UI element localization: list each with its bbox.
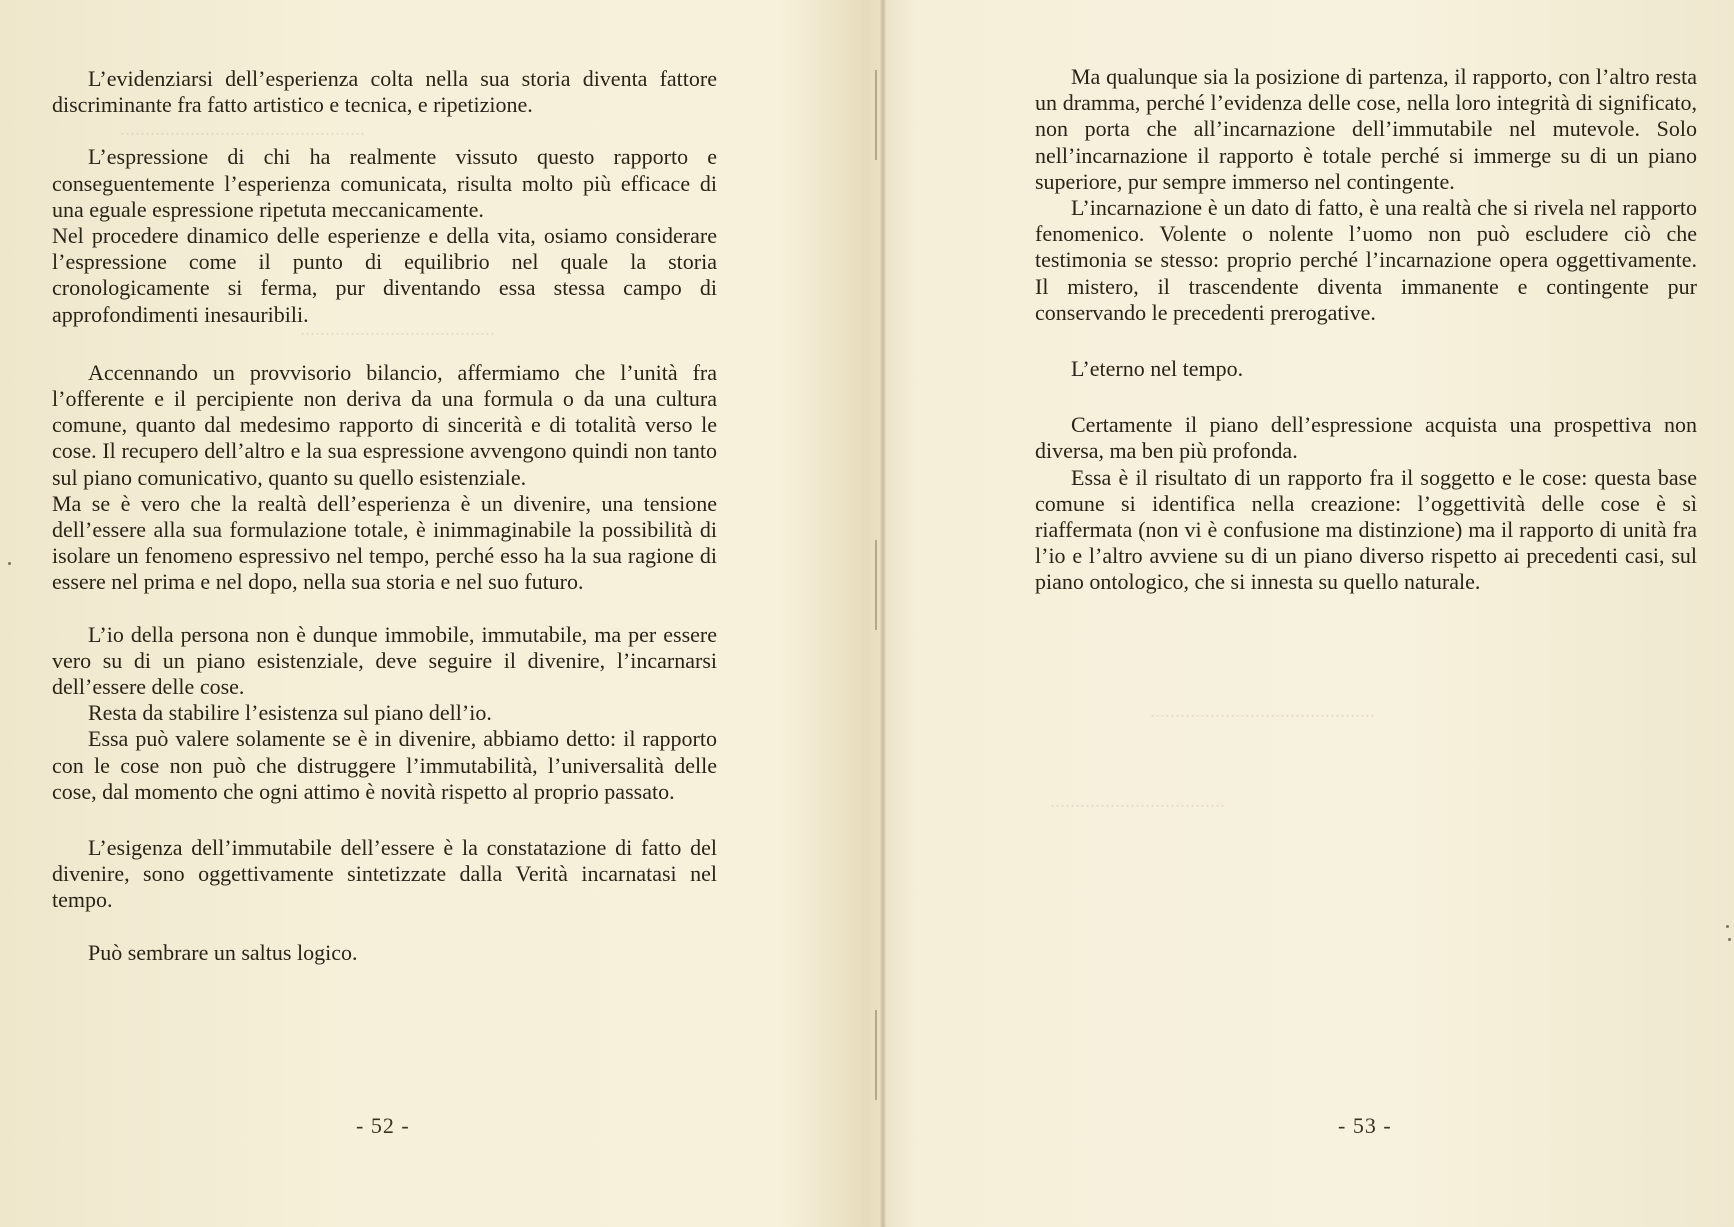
- right-page-body: [1035, 64, 1697, 596]
- show-through-text: .............................................: [1150, 700, 1375, 722]
- paper-speck: [1726, 925, 1729, 928]
- paragraph: L’evidenziarsi dell’esperienza colta nella sua storia diventa fattore discriminante fra fatto artistico e tecnica, e ripetizione.: [52, 66, 717, 118]
- binding-stitch: [875, 70, 877, 160]
- left-page-body: [52, 66, 717, 966]
- page-number: - 52 -: [356, 1113, 410, 1138]
- right-page: [886, 0, 1734, 1227]
- paragraph: Essa è il risultato di un rapporto fra il soggetto e le cose: questa base comune si identifica nella creazione: l’oggettività delle cose è sì riaffermata (non vi è confusione ma distinzione) ma il rapporto di unità fra l’io e l’altro avviene su di un piano diverso rispetto ai precedenti casi, sul piano ontologico, che si innesta su quello naturale.: [1035, 464, 1697, 595]
- paper-speck: [1728, 938, 1731, 941]
- show-through-text: .......................................: [300, 318, 495, 340]
- section-heading: L’eterno nel tempo.: [1071, 356, 1244, 382]
- paragraph: Ma se è vero che la realtà dell’esperienza è un divenire, una tensione dell’essere alla sua formulazione totale, è inimmaginabile la possibilità di isolare un fenomeno espressivo nel tempo, perché esso ha la sua ragione di essere nel prima e nel dopo, nella sua storia e nel suo futuro.: [52, 490, 717, 595]
- show-through-text: .................................................: [120, 118, 365, 140]
- page-number: - 53 -: [1338, 1113, 1392, 1138]
- paragraph: Certamente il piano dell’espressione acquista una prospettiva non diversa, ma ben più profonda.: [1035, 412, 1697, 464]
- binding-stitch: [875, 1010, 877, 1100]
- paragraph: Può sembrare un saltus logico.: [88, 939, 358, 965]
- paragraph: L’io della persona non è dunque immobile, immutabile, ma per essere vero su di un piano esistenziale, deve seguire il divenire, l’incarnarsi dell’essere delle cose.: [52, 621, 717, 700]
- paragraph: L’espressione di chi ha realmente vissuto questo rapporto e conseguentemente l’esperienza comunicata, risulta molto più efficace di una eguale espressione ripetuta meccanicamente.: [52, 144, 717, 222]
- paragraph: Essa può valere solamente se è in divenire, abbiamo detto: il rapporto con le cose non può che distruggere l’immutabilità, l’universalità delle cose, dal momento che ogni attimo è novità rispetto al proprio passato.: [52, 726, 717, 804]
- binding-stitch: [875, 540, 877, 630]
- show-through-text: ...................................: [1050, 790, 1225, 812]
- paragraph: L’incarnazione è un dato di fatto, è una realtà che si rivela nel rapporto fenomenico. Volente o nolente l’uomo non può escludere ciò che testimonia se stesso: proprio perché l’incarnazione opera oggettivamente. Il mistero, il trascendente diventa immanente e contingente pur conservando le precedenti prerogative.: [1035, 195, 1697, 325]
- paragraph: Accennando un provvisorio bilancio, affermiamo che l’unità fra l’offerente e il percipiente non deriva da una formula o da una cultura comune, quanto dal medesimo rapporto di sincerità e di totalità verso le cose. Il recupero dell’altro e la sua espressione avvengono quindi non tanto sul piano comunicativo, quanto su quello esistenziale.: [52, 359, 717, 490]
- paragraph: Nel procedere dinamico delle esperienze e della vita, osiamo considerare l’espressione come il punto di equilibrio nel quale la storia cronologicamente si ferma, pur diventando essa stessa campo di approfondimenti inesauribili.: [52, 223, 717, 327]
- paper-speck: [8, 562, 11, 565]
- paragraph: L’esigenza dell’immutabile dell’essere è la constatazione di fatto del divenire, sono oggettivamente sintetizzate dalla Verità incarnatasi nel tempo.: [52, 835, 717, 913]
- paragraph: Ma qualunque sia la posizione di partenza, il rapporto, con l’altro resta un dramma, perché l’evidenza delle cose, nella loro integrità di significato, non porta che all’incarnazione dell’immutabile nel mutevole. Solo nell’incarnazione il rapporto è totale perché si immerge su di un piano superiore, pur sempre immerso nel contingente.: [1035, 64, 1697, 194]
- paragraph: Resta da stabilire l’esistenza sul piano dell’io.: [88, 700, 492, 726]
